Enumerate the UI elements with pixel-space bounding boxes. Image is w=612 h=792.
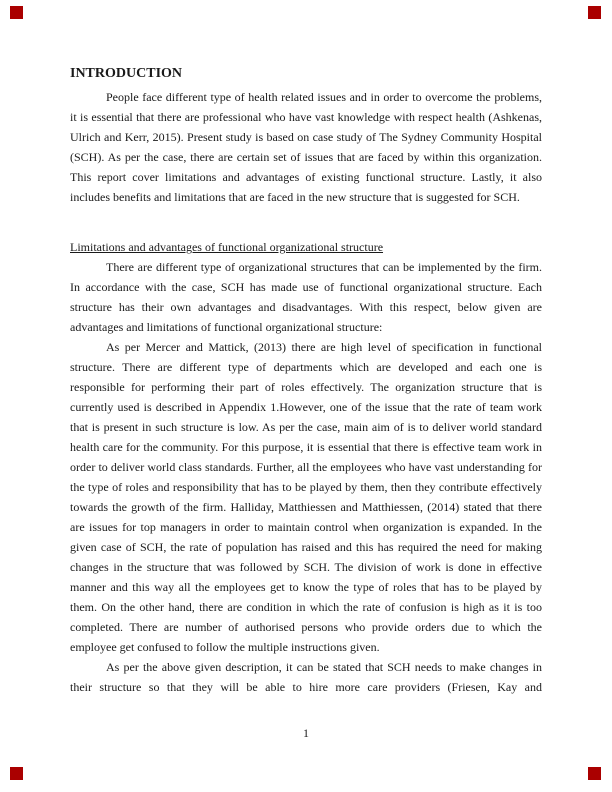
page-number: 1: [303, 726, 309, 740]
corner-marker-bottom-right: [588, 767, 601, 780]
section-heading: Limitations and advantages of functional organizational structure: [70, 240, 384, 254]
document-title: INTRODUCTION: [70, 66, 183, 81]
section-paragraph-3: As per the above given description, it can be stated that SCH needs to make changes in their structure so that they will be able to hire more care providers (Friesen, Kay and: [70, 660, 542, 694]
corner-marker-top-right: [588, 6, 601, 19]
page-content: [70, 64, 542, 697]
intro-paragraph: People face different type of health related issues and in order to overcome the problems, it is essential that there are professional who have vast knowledge with respect health (Ashkenas, Ulrich and Kerr, 2015). Present study is based on case study of The Sydney Community Hospital (SCH). As per the case, there are certain set of issues that are faced by within this organization. This report cover limitations and advantages of existing functional structure. Lastly, it also includes benefits and limitations that are faced in the new structure that is suggested for SCH.: [70, 90, 542, 204]
section-paragraph-2: As per Mercer and Mattick, (2013) there are high level of specification in functional structure. There are different type of departments which are developed and each one is responsible for performing their part of roles effectively. The organization structure that is currently used is described in Appendix 1.However, one of the issue that the rate of team work that is present in such structure is low. As per the case, main aim of is to deliver world standard health care for the community. For this purpose, it is essential that there is effective team work in order to deliver world class standards. Further, all the employees who have vast understanding for the type of roles and responsibility that has to be played by them, then they contribute effectively towards the growth of the firm. Halliday, Matthiessen and Matthiessen, (2014) stated that there are issues for top managers in order to maintain control when organization is expanded. In the given case of SCH, the rate of population has raised and this has required the need for making changes in the structure that was followed by SCH. The division of work is done in effective manner and this way all the employees get to know the type of roles that has to be played by them. On the other hand, there are condition in which the rate of confusion is high as it is too completed. There are number of authorised persons who provide orders due to which the employee get confused to follow the multiple instructions given.: [70, 340, 542, 654]
section-paragraph-1: There are different type of organizational structures that can be implemented by the firm. In accordance with the case, SCH has made use of functional organizational structure. Each structure has their own advantages and disadvantages. With this respect, below given are advantages and limitations of functional organizational structure:: [70, 260, 542, 334]
corner-marker-top-left: [10, 6, 23, 19]
corner-marker-bottom-left: [10, 767, 23, 780]
